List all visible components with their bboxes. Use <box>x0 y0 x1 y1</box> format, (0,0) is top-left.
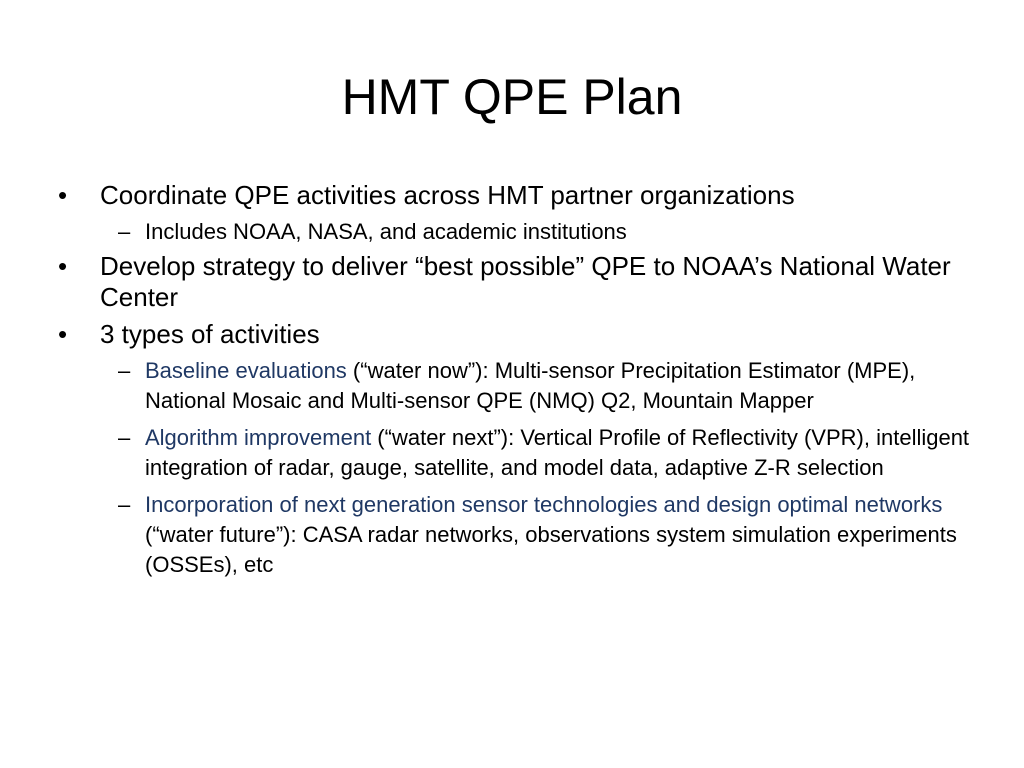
dash-marker: – <box>118 358 131 383</box>
bullet-marker: • <box>58 319 68 349</box>
sub-bullet-includes <box>100 217 978 247</box>
bullet-coordinate <box>58 180 978 211</box>
bullet-marker: • <box>58 180 68 210</box>
sub-bullet-text: Includes NOAA, NASA, and academic institutions <box>145 219 627 244</box>
slide-title: HMT QPE Plan <box>341 69 683 125</box>
bullet-marker: • <box>58 251 68 281</box>
sub-bullet-baseline <box>100 356 978 416</box>
bullet-text: 3 types of activities <box>100 319 320 349</box>
bullet-develop-strategy <box>58 251 978 313</box>
sub-bullet-text: (“water future”): CASA radar networks, observations system simulation experiments (OSSEs), etc <box>145 522 957 577</box>
sub-bullet-text: (“water next”): Vertical Profile of Reflectivity (VPR), intelligent integration of radar, gauge, satellite, and model data, adaptive Z-R selection <box>145 425 970 480</box>
sub-bullet-text: (“water now”): Multi-sensor Precipitation Estimator (MPE), National Mosaic and Multi-sensor QPE (NMQ) Q2, Mountain Mapper <box>145 358 916 413</box>
highlight-text: Baseline evaluations <box>145 358 347 383</box>
sub-bullet-incorporation <box>100 490 978 580</box>
bullet-activity-types <box>58 319 978 350</box>
highlight-text: Algorithm improvement <box>145 425 372 450</box>
dash-marker: – <box>118 219 131 244</box>
sub-bullet-algorithm <box>100 423 978 483</box>
slide-content <box>58 180 978 587</box>
highlight-text: Incorporation of next generation sensor technologies and design optimal networks <box>145 492 943 517</box>
bullet-text: Develop strategy to deliver “best possible” QPE to NOAA’s National Water Center <box>100 251 951 312</box>
dash-marker: – <box>118 425 131 450</box>
bullet-text: Coordinate QPE activities across HMT partner organizations <box>100 180 795 210</box>
dash-marker: – <box>118 492 131 517</box>
